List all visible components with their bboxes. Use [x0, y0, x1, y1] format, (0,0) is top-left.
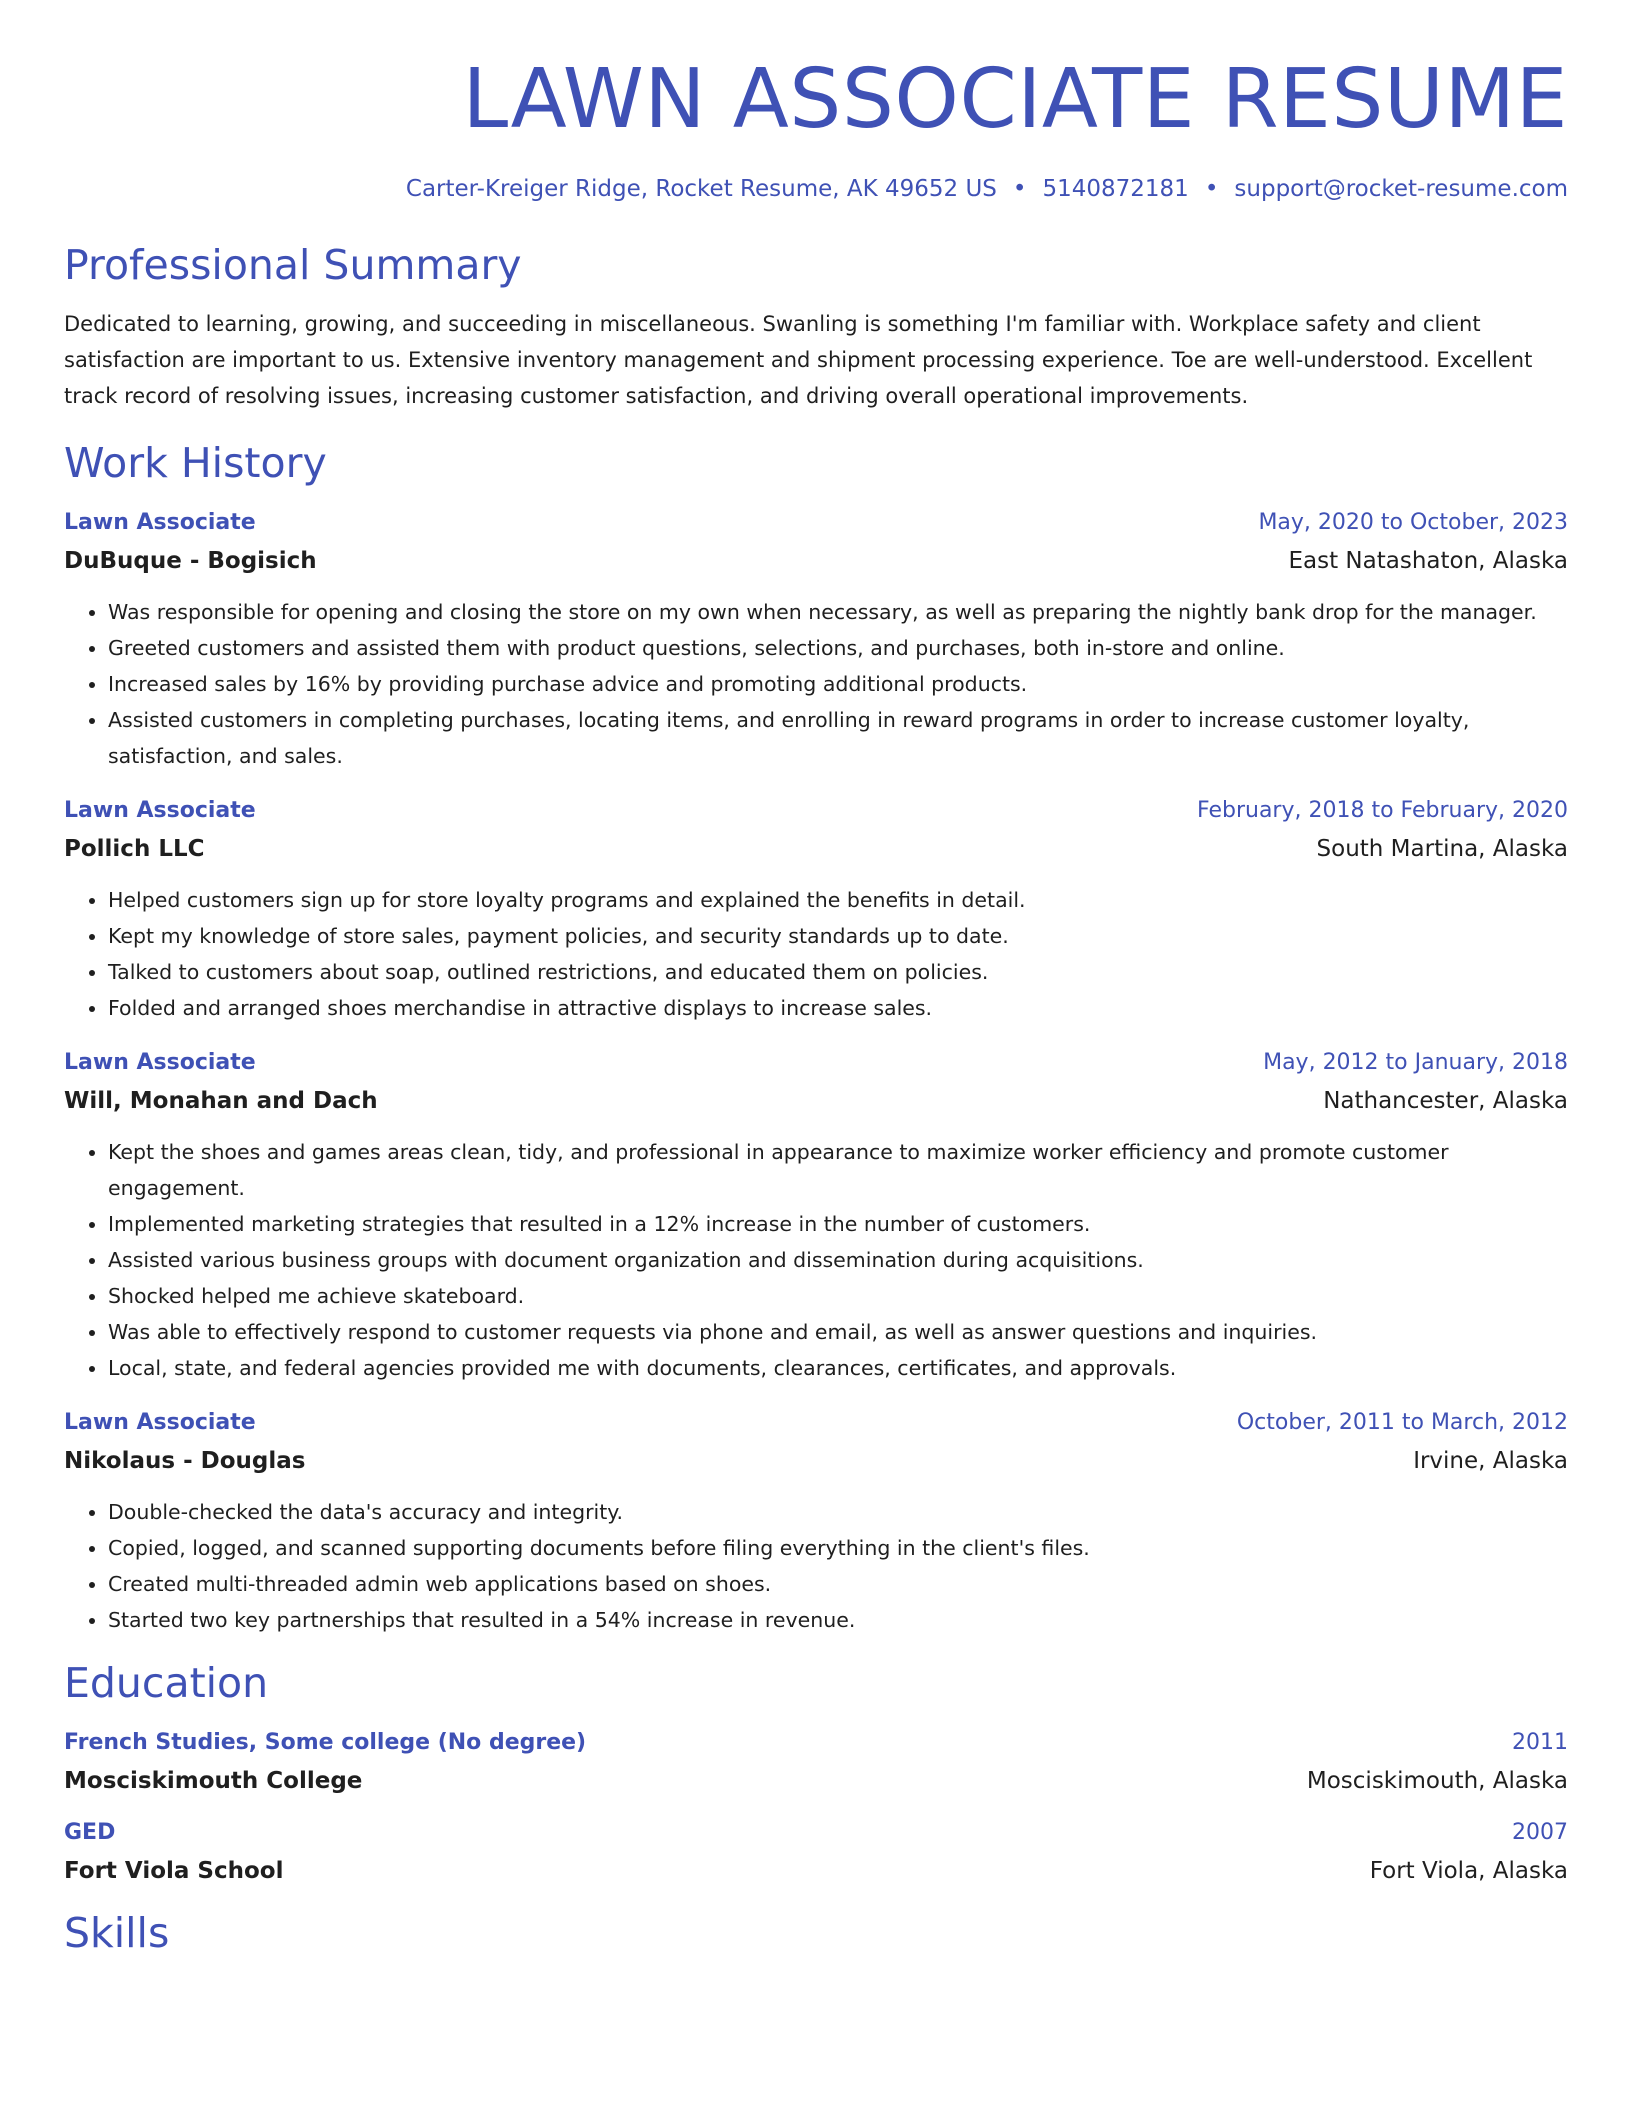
education-year: 2011 — [1512, 1730, 1568, 1755]
education-entry — [64, 1728, 1568, 1796]
job-company: Nikolaus - Douglas — [64, 1448, 306, 1474]
skills-heading: Skills — [64, 1909, 170, 1957]
job-bullets — [64, 1134, 1568, 1386]
job-location: East Natashaton, Alaska — [1288, 548, 1568, 574]
job-title: Lawn Associate — [64, 1050, 256, 1075]
job-bullet: • Increased sales by 16% by providing purchase advice and promoting additional products. — [108, 666, 1568, 702]
contact-phone: 5140872181 — [1042, 176, 1189, 202]
job-title: Lawn Associate — [64, 1410, 256, 1435]
job-bullet: • Assisted customers in completing purchases, locating items, and enrolling in reward programs in order to increase customer loyalty, satisfaction, and sales. — [108, 702, 1568, 774]
contact-email[interactable]: support@rocket-resume.com — [1234, 176, 1568, 202]
job-bullet: • Shocked helped me achieve skateboard. — [108, 1278, 1568, 1314]
job-dates: February, 2018 to February, 2020 — [1197, 798, 1568, 823]
job-bullet: • Folded and arranged shoes merchandise in attractive displays to increase sales. — [108, 990, 1568, 1026]
job-location: Irvine, Alaska — [1413, 1448, 1568, 1474]
job-bullet: • Started two key partnerships that resulted in a 54% increase in revenue. — [108, 1602, 1568, 1638]
job-company: DuBuque - Bogisich — [64, 548, 317, 574]
education-year: 2007 — [1512, 1820, 1568, 1845]
summary-heading: Professional Summary — [64, 241, 522, 289]
job-bullets — [64, 882, 1568, 1026]
job-dates: May, 2020 to October, 2023 — [1258, 510, 1568, 535]
job-title: Lawn Associate — [64, 798, 256, 823]
contact-line — [64, 174, 1568, 204]
education-heading: Education — [64, 1659, 269, 1707]
job-bullet: • Was able to effectively respond to customer requests via phone and email, as well as answer questions and inquiries. — [108, 1314, 1568, 1350]
job-bullet: • Assisted various business groups with document organization and dissemination during acquisitions. — [108, 1242, 1568, 1278]
work-history-heading: Work History — [64, 439, 327, 487]
job-bullet: • Greeted customers and assisted them with product questions, selections, and purchases, both in-store and online. — [108, 630, 1568, 666]
education-degree: GED — [64, 1820, 116, 1845]
education-location: Mosciskimouth, Alaska — [1306, 1768, 1568, 1794]
education-degree: French Studies, Some college (No degree) — [64, 1730, 587, 1755]
job-bullet: • Kept my knowledge of store sales, payment policies, and security standards up to date. — [108, 918, 1568, 954]
job-bullets — [64, 1494, 1568, 1638]
job-bullet: • Implemented marketing strategies that resulted in a 12% increase in the number of customers. — [108, 1206, 1568, 1242]
resume-title: LAWN ASSOCIATE RESUME — [462, 52, 1568, 147]
job-entry — [64, 796, 1568, 1026]
job-bullet: • Double-checked the data's accuracy and integrity. — [108, 1494, 1568, 1530]
job-dates: October, 2011 to March, 2012 — [1236, 1410, 1568, 1435]
job-company: Will, Monahan and Dach — [64, 1088, 378, 1114]
job-entry — [64, 508, 1568, 774]
job-entry — [64, 1408, 1568, 1638]
job-bullet: • Local, state, and federal agencies provided me with documents, clearances, certificates, and approvals. — [108, 1350, 1568, 1386]
job-bullet: • Copied, logged, and scanned supporting documents before filing everything in the client's files. — [108, 1530, 1568, 1566]
job-bullet: • Was responsible for opening and closing the store on my own when necessary, as well as preparing the nightly bank drop for the manager. — [108, 594, 1568, 630]
job-dates: May, 2012 to January, 2018 — [1263, 1050, 1568, 1075]
resume-page — [64, 0, 1568, 1958]
job-location: South Martina, Alaska — [1316, 836, 1568, 862]
job-company: Pollich LLC — [64, 836, 205, 862]
contact-separator: • — [1012, 176, 1027, 202]
job-location: Nathancester, Alaska — [1323, 1088, 1568, 1114]
education-school: Mosciskimouth College — [64, 1768, 363, 1794]
contact-address: Carter-Kreiger Ridge, Rocket Resume, AK 49652 US — [405, 176, 997, 202]
job-bullet: • Kept the shoes and games areas clean, tidy, and professional in appearance to maximize worker efficiency and promote customer engagement. — [108, 1134, 1568, 1206]
summary-text: Dedicated to learning, growing, and succeeding in miscellaneous. Swanling is something I'm familiar with. Workplace safety and client satisfaction are important to us. Extensive inventory management and shipment processing experience. Toe are well-understood. Excellent track record of resolving issues, increasing customer satisfaction, and driving overall operational improvements. — [64, 312, 1533, 408]
job-bullets — [64, 594, 1568, 774]
contact-separator: • — [1204, 176, 1219, 202]
education-school: Fort Viola School — [64, 1858, 284, 1884]
education-location: Fort Viola, Alaska — [1369, 1858, 1568, 1884]
job-bullet: • Talked to customers about soap, outlined restrictions, and educated them on policies. — [108, 954, 1568, 990]
job-title: Lawn Associate — [64, 510, 256, 535]
job-entry — [64, 1048, 1568, 1386]
education-entry — [64, 1818, 1568, 1886]
job-bullet: • Helped customers sign up for store loyalty programs and explained the benefits in detail. — [108, 882, 1568, 918]
job-bullet: • Created multi-threaded admin web applications based on shoes. — [108, 1566, 1568, 1602]
